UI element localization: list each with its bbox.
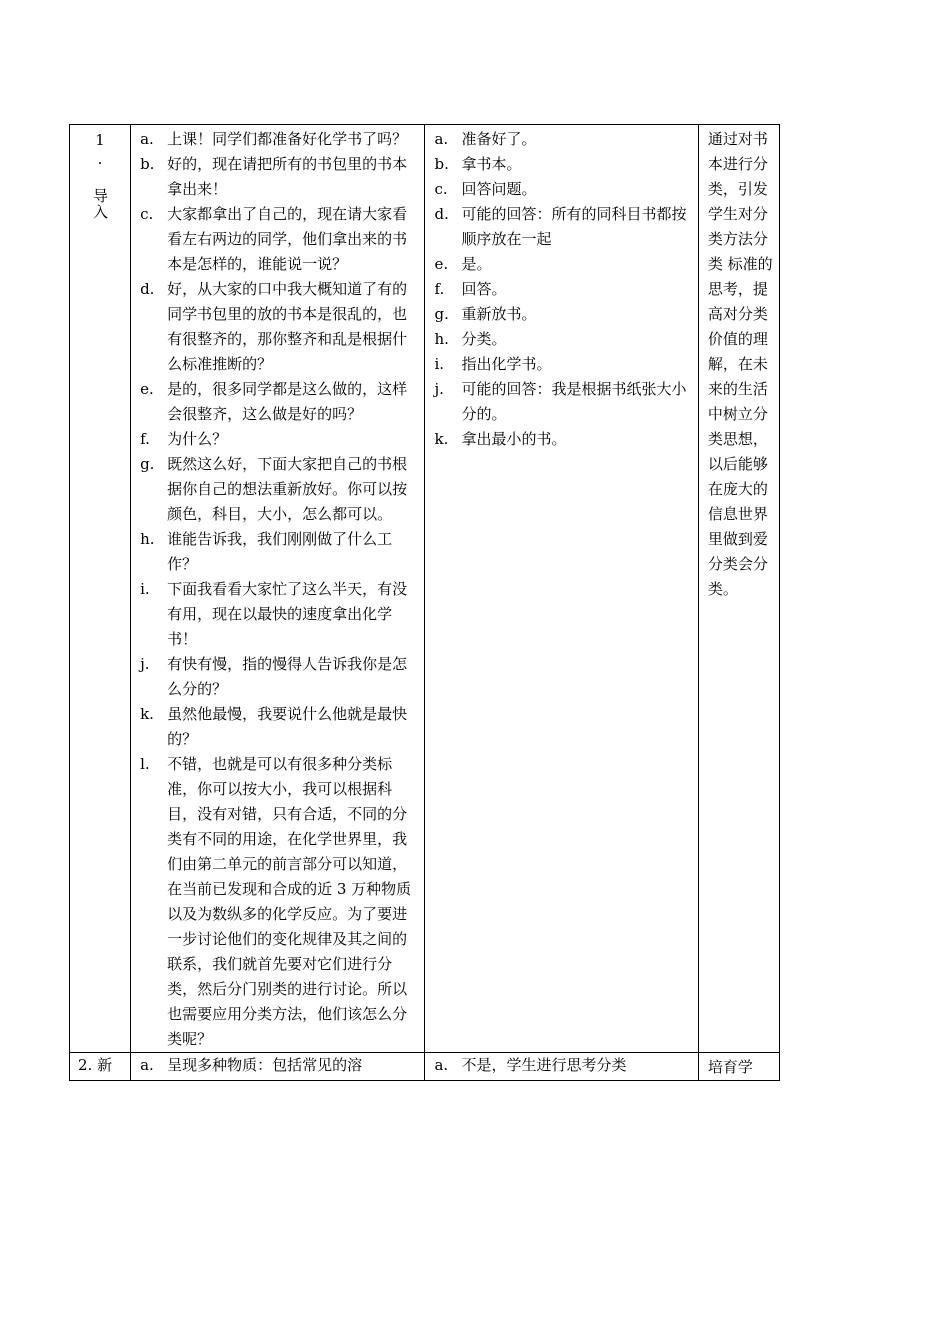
- list-item: [131, 752, 424, 1052]
- item-marker: e.: [140, 380, 154, 398]
- lesson-plan-table: [69, 124, 780, 1081]
- list-item: [131, 577, 424, 652]
- list-item: [425, 252, 697, 277]
- list-item: [425, 202, 697, 252]
- item-marker: e.: [434, 255, 449, 273]
- item-text: 指出化学书。: [461, 355, 552, 373]
- item-text: 拿出最小的书。: [461, 430, 567, 448]
- item-marker: d.: [140, 280, 155, 298]
- list-item: [131, 702, 424, 752]
- item-text: 大家都拿出了自己的，现在请大家看看左右两边的同学，他们拿出来的书本是怎样的，谁能说一说？: [167, 205, 408, 273]
- table-row-new: [70, 1053, 780, 1081]
- item-marker: k.: [140, 705, 154, 723]
- list-item: [425, 1053, 697, 1078]
- item-marker: h.: [434, 330, 449, 348]
- item-text: 是的，很多同学都是这么做的，这样会很整齐，这么做是好的吗？: [167, 380, 408, 423]
- item-text: 呈现多种物质：包括常见的溶: [167, 1056, 363, 1074]
- item-text: 可能的回答：所有的同科目书都按顺序放在一起: [461, 205, 687, 248]
- item-marker: i.: [140, 580, 150, 598]
- item-text: 准备好了。: [461, 130, 537, 148]
- list-item: [131, 452, 424, 527]
- item-marker: c.: [140, 205, 154, 223]
- item-marker: a.: [140, 130, 154, 148]
- item-text: 好，从大家的口中我大概知道了有的同学书包里的放的书本是很乱的，也有很整齐的，那你整齐和乱是根据什么标准推断的？: [167, 280, 408, 373]
- item-text: 分类。: [461, 330, 507, 348]
- item-marker: l.: [140, 755, 150, 773]
- item-marker: d.: [434, 205, 449, 223]
- list-item: [425, 152, 697, 177]
- list-item: [131, 202, 424, 277]
- design-intent-cell: [698, 1053, 779, 1081]
- item-text: 是。: [461, 255, 492, 273]
- item-marker: c.: [434, 180, 448, 198]
- list-item: [425, 127, 697, 152]
- teacher-activity-cell: [131, 125, 425, 1053]
- list-item: [425, 177, 697, 202]
- student-activity-cell: [425, 1053, 698, 1081]
- stage-label: 1. 导入: [91, 131, 110, 220]
- item-text: 好的，现在请把所有的书包里的书本拿出来！: [167, 155, 408, 198]
- student-activity-cell: [425, 125, 698, 1053]
- teacher-activity-cell: [131, 1053, 425, 1081]
- table-row-intro: [70, 125, 780, 1053]
- list-item: [131, 127, 424, 152]
- student-activity-list: [425, 125, 697, 452]
- item-text: 不是，学生进行思考分类: [461, 1056, 627, 1074]
- item-marker: a.: [434, 130, 449, 148]
- item-marker: g.: [434, 305, 449, 323]
- item-marker: j.: [140, 655, 150, 673]
- list-item: [425, 302, 697, 327]
- item-text: 虽然他最慢，我要说什么他就是最快的？: [167, 705, 408, 748]
- item-text: 有快有慢，指的慢得人告诉我你是怎么分的？: [167, 655, 408, 698]
- item-marker: a.: [434, 1056, 449, 1074]
- stage-cell: [70, 1053, 131, 1081]
- item-text: 回答问题。: [461, 180, 537, 198]
- stage-cell: [70, 125, 131, 1053]
- teacher-activity-list: [131, 1053, 424, 1078]
- item-marker: b.: [434, 155, 449, 173]
- list-item: [425, 352, 697, 377]
- design-intent-cell: [698, 125, 779, 1053]
- list-item: [425, 427, 697, 452]
- design-intent-text: 培育学: [707, 1058, 753, 1076]
- item-marker: f.: [140, 430, 150, 448]
- stage-label: 2. 新: [78, 1056, 113, 1074]
- item-marker: g.: [140, 455, 155, 473]
- item-marker: a.: [140, 1056, 154, 1074]
- item-text: 谁能告诉我，我们刚刚做了什么工作？: [167, 530, 393, 573]
- student-activity-list: [425, 1053, 697, 1078]
- list-item: [131, 652, 424, 702]
- item-text: 上课！同学们都准备好化学书了吗？: [167, 130, 408, 148]
- item-marker: b.: [140, 155, 155, 173]
- item-marker: f.: [434, 280, 445, 298]
- design-intent-text: 通过对书本进行分类，引发学生对分类方法分类 标准的思考，提高对分类价值的理解，在未来的生活中树立分类思想，以后能够在庞大的信息世界里做到爱分类会分类。: [707, 130, 773, 598]
- item-text: 为什么？: [167, 430, 228, 448]
- list-item: [131, 1053, 424, 1078]
- list-item: [131, 377, 424, 427]
- item-text: 下面我看看大家忙了这么半天，有没有用，现在以最快的速度拿出化学书！: [167, 580, 408, 648]
- list-item: [131, 427, 424, 452]
- item-text: 拿书本。: [461, 155, 522, 173]
- item-marker: k.: [434, 430, 449, 448]
- item-text: 既然这么好，下面大家把自己的书根据你自己的想法重新放好。你可以按颜色，科目，大小，怎么都可以。: [167, 455, 408, 523]
- list-item: [131, 277, 424, 377]
- item-text: 不错，也就是可以有很多种分类标准，你可以按大小，我可以根据科目，没有对错，只有合适，不同的分类有不同的用途，在化学世界里，我们由第二单元的前言部分可以知道，在当前已发现和合成的近 3 万种物质以及为数纵多的化学反应。为了要进一步讨论他们的变化规律及其之间的联系，我们就首先要对它们进行分类，然后分门别类的进行讨论。所以也需要应用分类方法，他们该怎么分类呢？: [167, 755, 412, 1048]
- list-item: [425, 277, 697, 302]
- item-text: 回答。: [461, 280, 507, 298]
- teacher-activity-list: [131, 125, 424, 1052]
- list-item: [425, 327, 697, 352]
- item-text: 重新放书。: [461, 305, 537, 323]
- item-marker: i.: [434, 355, 445, 373]
- item-marker: j.: [434, 380, 444, 398]
- list-item: [425, 377, 697, 427]
- item-marker: h.: [140, 530, 155, 548]
- list-item: [131, 152, 424, 202]
- item-text: 可能的回答：我是根据书纸张大小分的。: [461, 380, 687, 423]
- list-item: [131, 527, 424, 577]
